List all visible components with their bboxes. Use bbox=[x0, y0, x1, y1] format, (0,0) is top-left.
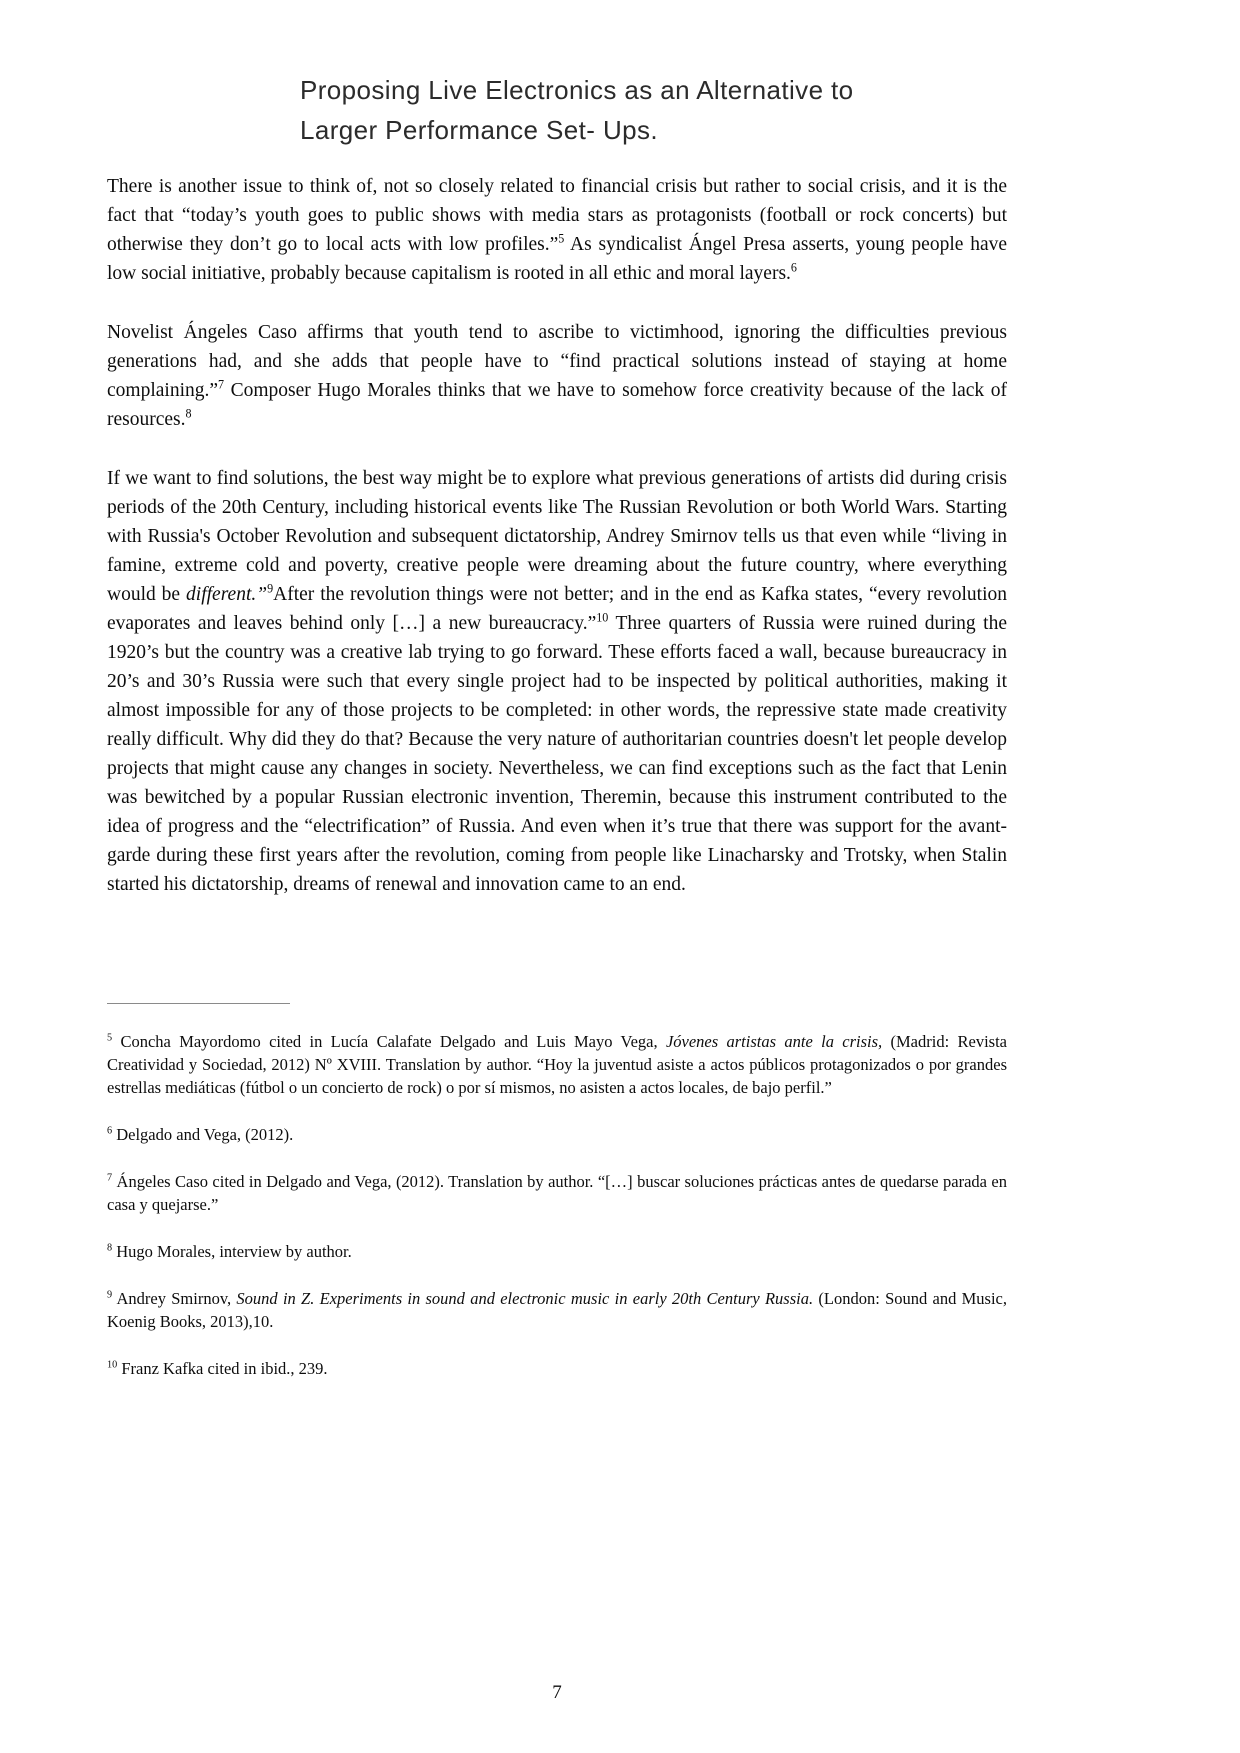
footnote-ref: 10 bbox=[107, 1359, 118, 1371]
paragraph-3 bbox=[107, 464, 1007, 899]
text-segment: Novelist Ángeles Caso affirms that youth tend to ascribe to victimhood, ignoring the difficulties previous generations had, and she adds that people have to “find practical solutions instead of staying at home complaining.” bbox=[107, 322, 1007, 401]
footnotes-section bbox=[107, 1003, 1007, 1380]
footnote-6 bbox=[107, 1123, 1007, 1146]
text-segment: As syndicalist Ángel Presa asserts, young people have low social initiative, probably because capitalism is rooted in all ethic and moral layers. bbox=[107, 234, 1008, 284]
paragraph-1 bbox=[107, 172, 1007, 288]
footnote-ref: 5 bbox=[107, 1032, 113, 1044]
page-footer bbox=[107, 1682, 1007, 1704]
paragraph-2 bbox=[107, 318, 1007, 434]
text-segment: Andrey Smirnov, bbox=[112, 1289, 237, 1308]
text-segment: different.” bbox=[186, 584, 268, 605]
footnote-10 bbox=[107, 1357, 1007, 1380]
footnote-ref: 5 bbox=[558, 231, 565, 246]
text-segment: Concha Mayordomo cited in Lucía Calafate Delgado and Luis Mayo Vega, bbox=[112, 1032, 666, 1051]
text-segment: Franz Kafka cited in ibid., 239. bbox=[117, 1359, 328, 1378]
footnote-ref: 8 bbox=[107, 1242, 113, 1254]
text-segment: Sound in Z. Experiments in sound and electronic music in early 20th Century Russia. bbox=[236, 1289, 814, 1308]
text-segment: Jóvenes artistas ante la crisis, bbox=[665, 1032, 883, 1051]
footnote-ref: 9 bbox=[107, 1289, 113, 1301]
footnote-5 bbox=[107, 1030, 1007, 1099]
page-title bbox=[300, 70, 1007, 150]
text-segment: Ángeles Caso cited in Delgado and Vega, (2012). Translation by author. “[…] buscar soluciones prácticas antes de quedarse parada en casa y quejarse.” bbox=[107, 1172, 1007, 1214]
text-segment: Delgado and Vega, (2012). bbox=[112, 1125, 294, 1144]
title-line-1: Proposing Live Electronics as an Alternative to bbox=[300, 75, 854, 105]
title-line-2: Larger Performance Set- Ups. bbox=[300, 115, 659, 145]
footnote-ref: 10 bbox=[596, 610, 609, 625]
footnote-ref: 7 bbox=[107, 1172, 113, 1184]
footnote-ref: 6 bbox=[107, 1125, 113, 1137]
text-segment: Three quarters of Russia were ruined during the 1920’s but the country was a creative lab trying to go forward. These efforts faced a wall, because bureaucracy in 20’s and 30’s Russia were such that every single project had to be inspected by political authorities, making it almost impossible for any of those projects to be completed: in other words, the repressive state made creativity really difficult. Why did they do that? Because the very nature of authoritarian countries doesn't let people develop projects that might cause any changes in society. Nevertheless, we can find exceptions such as the fact that Lenin was bewitched by a popular Russian electronic invention, Theremin, because this instrument contributed to the idea of progress and the “electrification” of Russia. And even when it’s true that there was support for the avant-garde during these first years after the revolution, coming from people like Linacharsky and Trotsky, when Stalin started his dictatorship, dreams of renewal and innovation came to an end. bbox=[107, 613, 1007, 895]
text-segment: Hugo Morales, interview by author. bbox=[112, 1242, 352, 1261]
body-text bbox=[107, 172, 1007, 899]
text-segment: (Madrid: Revista Creatividad y Sociedad, 2012) Nº XVIII. Translation by author. “Hoy la juventud asiste a actos públicos protagonizados o por grandes estrellas mediáticas (fútbol o un concierto de rock) o por sí mismos, no asisten a actos locales, de bajo perfil.” bbox=[107, 1032, 1007, 1097]
page-number: 7 bbox=[552, 1682, 562, 1703]
footnote-9 bbox=[107, 1287, 1007, 1333]
footnote-7 bbox=[107, 1170, 1007, 1216]
text-segment: After the revolution things were not better; and in the end as Kafka states, “every revolution evaporates and leaves behind only […] a new bureaucracy.” bbox=[107, 584, 1008, 634]
footnote-ref: 7 bbox=[218, 377, 225, 392]
footnote-separator bbox=[107, 1003, 290, 1004]
footnote-ref: 6 bbox=[790, 260, 797, 275]
footnote-ref: 9 bbox=[267, 581, 274, 596]
text-segment: Composer Hugo Morales thinks that we have to somehow force creativity because of the lack of resources. bbox=[107, 380, 1007, 430]
text-segment: (London: Sound and Music, Koenig Books, 2013),10. bbox=[107, 1289, 1008, 1331]
footnote-ref: 8 bbox=[185, 406, 192, 421]
content-column bbox=[107, 0, 1007, 1404]
text-segment: If we want to find solutions, the best way might be to explore what previous generations of artists did during crisis periods of the 20th Century, including historical events like The Russian Revolution or both World Wars. Starting with Russia's October Revolution and subsequent dictatorship, Andrey Smirnov tells us that even while “living in famine, extreme cold and poverty, creative people were dreaming about the future country, where everything would be bbox=[107, 468, 1007, 605]
text-segment: There is another issue to think of, not so closely related to financial crisis but rather to social crisis, and it is the fact that “today’s youth goes to public shows with media stars as protagonists (football or rock concerts) but otherwise they don’t go to local acts with low profiles.” bbox=[107, 176, 1007, 255]
footnote-8 bbox=[107, 1240, 1007, 1263]
